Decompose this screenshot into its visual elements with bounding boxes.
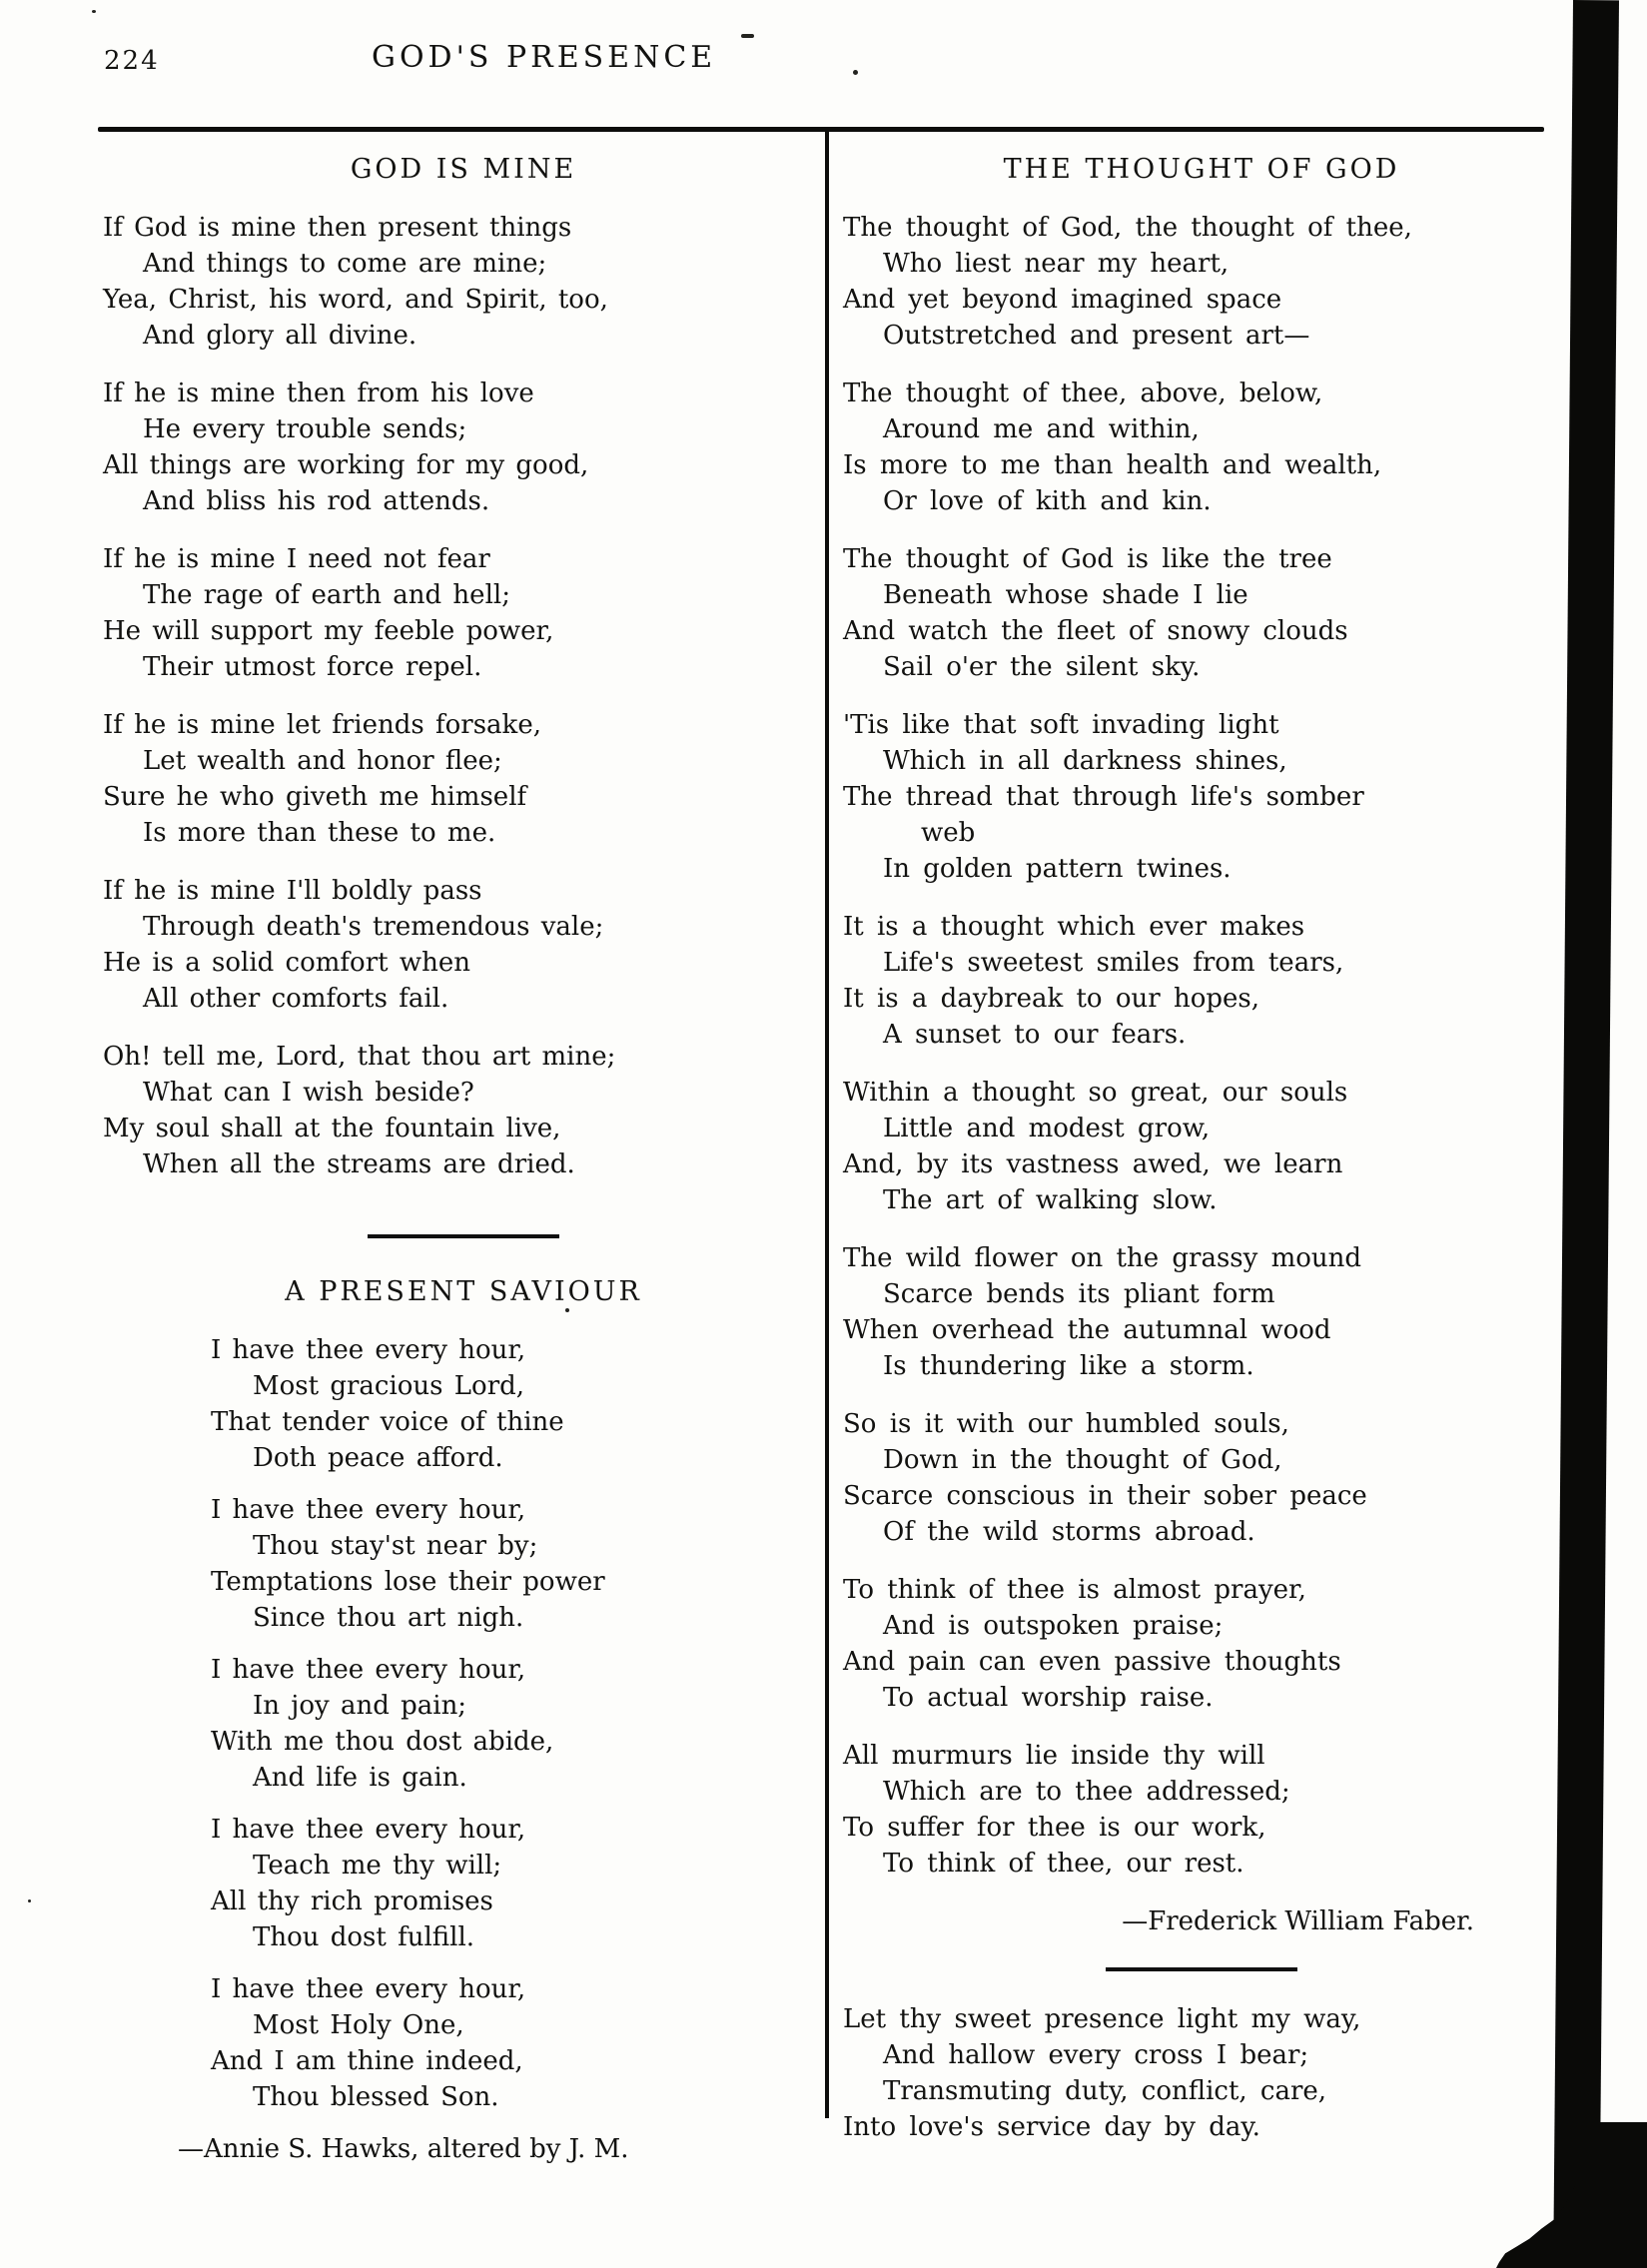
- poem-line: Is thundering like a storm.: [883, 1351, 1254, 1381]
- stanza: [843, 1240, 1560, 1384]
- poem-line: It is a thought which ever makes: [843, 912, 1305, 942]
- poem-line: He is a solid comfort when: [103, 948, 470, 978]
- stanza: [843, 376, 1560, 519]
- poem-line: He will support my feeble power,: [103, 616, 554, 646]
- poem-line: And hallow every cross I bear;: [883, 2040, 1309, 2070]
- poem-line: If he is mine then from his love: [103, 378, 534, 408]
- poem-line: My soul shall at the fountain live,: [103, 1114, 561, 1143]
- poem-line: So is it with our humbled souls,: [843, 1409, 1289, 1439]
- section-divider-rule: [1106, 1967, 1297, 1971]
- poem-line: I have thee every hour,: [211, 1655, 526, 1685]
- stanza: [843, 909, 1560, 1053]
- stanza: [103, 873, 824, 1017]
- poem: [843, 2001, 1560, 2145]
- stanza: [843, 1572, 1560, 1716]
- scan-speck: [565, 1308, 569, 1312]
- poem: [843, 154, 1560, 1971]
- stanza: [103, 376, 824, 519]
- column-divider-rule: [825, 131, 829, 2118]
- poem-line: Around me and within,: [883, 414, 1200, 444]
- poem-line: Since thou art nigh.: [253, 1603, 524, 1633]
- poem-line: Thou dost fulfill.: [253, 1922, 475, 1952]
- poem-line: Most Holy One,: [253, 2010, 464, 2040]
- poem-line: And, by its vastness awed, we learn: [843, 1149, 1343, 1179]
- poem-line: Scarce bends its pliant form: [883, 1279, 1275, 1309]
- poem-line: I have thee every hour,: [211, 1974, 526, 2004]
- poem: [103, 154, 824, 1238]
- poem-line: If he is mine I'll boldly pass: [103, 876, 482, 906]
- poem-line: In joy and pain;: [253, 1691, 467, 1721]
- poem-line: Beneath whose shade I lie: [883, 580, 1248, 610]
- poem-line: I have thee every hour,: [211, 1815, 526, 1845]
- poem-line: All things are working for my good,: [103, 450, 589, 480]
- poem-line: I have thee every hour,: [211, 1335, 526, 1365]
- poem-line: And I am thine indeed,: [211, 2046, 523, 2076]
- left-column: [103, 150, 824, 2167]
- stanza: [211, 1492, 824, 1636]
- stanza: [843, 541, 1560, 685]
- poem-line: Teach me thy will;: [253, 1851, 502, 1881]
- poem-line: Sail o'er the silent sky.: [883, 652, 1201, 682]
- poem-title: THE THOUGHT OF GOD: [1003, 154, 1400, 185]
- poem-line: The thought of thee, above, below,: [843, 378, 1323, 408]
- poem-line: And watch the fleet of snowy clouds: [843, 616, 1348, 646]
- poem-line: Outstretched and present art—: [883, 321, 1310, 351]
- stanza: [103, 707, 824, 851]
- poem-line: If God is mine then present things: [103, 213, 572, 243]
- page-number: 224: [104, 46, 160, 76]
- poem-line: Most gracious Lord,: [253, 1371, 525, 1401]
- poem-line: Is more than these to me.: [143, 818, 496, 848]
- poem-line: Into love's service day by day.: [843, 2112, 1260, 2142]
- poem-line: And things to come are mine;: [143, 249, 547, 279]
- poem-line: Life's sweetest smiles from tears,: [883, 948, 1344, 978]
- poem-line: What can I wish beside?: [143, 1078, 474, 1108]
- poem-line: Scarce conscious in their sober peace: [843, 1481, 1367, 1511]
- scan-speck: [741, 34, 754, 38]
- poem-stanzas: [843, 2001, 1560, 2145]
- stanza: [843, 707, 1560, 887]
- stanza: [103, 210, 824, 354]
- poem-line: When overhead the autumnal wood: [843, 1315, 1331, 1345]
- scan-speck: [28, 1899, 31, 1902]
- poem-line: A sunset to our fears.: [883, 1020, 1187, 1050]
- poem-line: In golden pattern twines.: [883, 854, 1232, 884]
- poem-line: To actual worship raise.: [883, 1683, 1214, 1713]
- poem-line: To think of thee, our rest.: [883, 1849, 1244, 1879]
- stanza: [211, 1332, 824, 1476]
- poem-line: Yea, Christ, his word, and Spirit, too,: [103, 285, 608, 315]
- poem-line: To suffer for thee is our work,: [843, 1813, 1266, 1843]
- poem-line: The thought of God is like the tree: [843, 544, 1332, 574]
- poem-line: Sure he who giveth me himself: [103, 782, 527, 812]
- poem-line: That tender voice of thine: [211, 1407, 564, 1437]
- scan-speck: [853, 70, 858, 75]
- poem-line: Transmuting duty, conflict, care,: [883, 2076, 1327, 2106]
- poem-line: To think of thee is almost prayer,: [843, 1575, 1306, 1605]
- poem-line: Oh! tell me, Lord, that thou art mine;: [103, 1042, 616, 1072]
- poem-line: Their utmost force repel.: [143, 652, 482, 682]
- poem-attribution: —Frederick William Faber.: [1122, 1906, 1474, 1936]
- poem-line: Thou stay'st near by;: [253, 1531, 538, 1561]
- poem-line: The art of walking slow.: [883, 1185, 1218, 1215]
- poem-line: Of the wild storms abroad.: [883, 1517, 1255, 1547]
- poem-line: And glory all divine.: [143, 321, 417, 351]
- poem-stanzas: [103, 210, 824, 1182]
- poem: [103, 1276, 824, 2167]
- poem-line: The thread that through life's somber: [843, 782, 1364, 812]
- stanza: [103, 1039, 824, 1182]
- poem-line: All thy rich promises: [211, 1887, 493, 1916]
- stanza: [843, 210, 1560, 354]
- poem-line: web: [921, 818, 976, 848]
- scan-artifact-edge-band: [1553, 0, 1619, 2268]
- header-rule: [98, 127, 1544, 132]
- poem-line: 'Tis like that soft invading light: [843, 710, 1279, 740]
- poem-line: Thou blessed Son.: [253, 2082, 499, 2112]
- poem-line: It is a daybreak to our hopes,: [843, 984, 1259, 1014]
- poem-line: And yet beyond imagined space: [843, 285, 1282, 315]
- stanza: [843, 1738, 1560, 1882]
- stanza: [843, 1406, 1560, 1550]
- poem-title: GOD IS MINE: [350, 154, 577, 185]
- running-title: GOD'S PRESENCE: [372, 40, 717, 75]
- poem-line: Or love of kith and kin.: [883, 486, 1212, 516]
- poem-line: The rage of earth and hell;: [143, 580, 510, 610]
- poem-line: All murmurs lie inside thy will: [843, 1741, 1265, 1771]
- poem-line: With me thou dost abide,: [211, 1727, 554, 1757]
- stanza: [843, 1075, 1560, 1218]
- poem-line: Temptations lose their power: [211, 1567, 605, 1597]
- poem-line: And pain can even passive thoughts: [843, 1647, 1341, 1677]
- poem-attribution: —Annie S. Hawks, altered by J. M.: [178, 2134, 629, 2164]
- poem-line: Down in the thought of God,: [883, 1445, 1282, 1475]
- section-divider-rule: [368, 1234, 559, 1238]
- poem-line: All other comforts fail.: [143, 984, 449, 1014]
- poem-line: Let wealth and honor flee;: [143, 746, 502, 776]
- poem-line: The wild flower on the grassy mound: [843, 1243, 1362, 1273]
- stanza: [103, 541, 824, 685]
- right-column: [843, 150, 1560, 2167]
- poem-line: If he is mine I need not fear: [103, 544, 490, 574]
- poem-line: The thought of God, the thought of thee,: [843, 213, 1412, 243]
- poem-line: And bliss his rod attends.: [143, 486, 490, 516]
- poem-line: Who liest near my heart,: [883, 249, 1230, 279]
- poem-line: Doth peace afford.: [253, 1443, 503, 1473]
- poem-line: He every trouble sends;: [143, 414, 467, 444]
- poem-line: And is outspoken praise;: [883, 1611, 1224, 1641]
- stanza: [211, 1971, 824, 2115]
- poem-line: Through death's tremendous vale;: [143, 912, 604, 942]
- stanza: [211, 1652, 824, 1796]
- poem-line: Is more to me than health and wealth,: [843, 450, 1382, 480]
- stanza: [843, 2001, 1560, 2145]
- poem-stanzas: [211, 1332, 824, 2115]
- poem-line: Little and modest grow,: [883, 1114, 1211, 1143]
- poem-line: I have thee every hour,: [211, 1495, 526, 1525]
- poem-line: Which in all darkness shines,: [883, 746, 1287, 776]
- scan-speck: [92, 10, 96, 13]
- poem-title: A PRESENT SAVIOUR: [285, 1276, 642, 1307]
- stanza: [211, 1812, 824, 1955]
- poem-line: When all the streams are dried.: [143, 1149, 575, 1179]
- poem-line: Within a thought so great, our souls: [843, 1078, 1348, 1108]
- poem-stanzas: [843, 210, 1560, 1882]
- poem-line: If he is mine let friends forsake,: [103, 710, 541, 740]
- poem-line: And life is gain.: [253, 1763, 467, 1793]
- poem-line: Which are to thee addressed;: [883, 1777, 1290, 1807]
- poem-line: Let thy sweet presence light my way,: [843, 2004, 1361, 2034]
